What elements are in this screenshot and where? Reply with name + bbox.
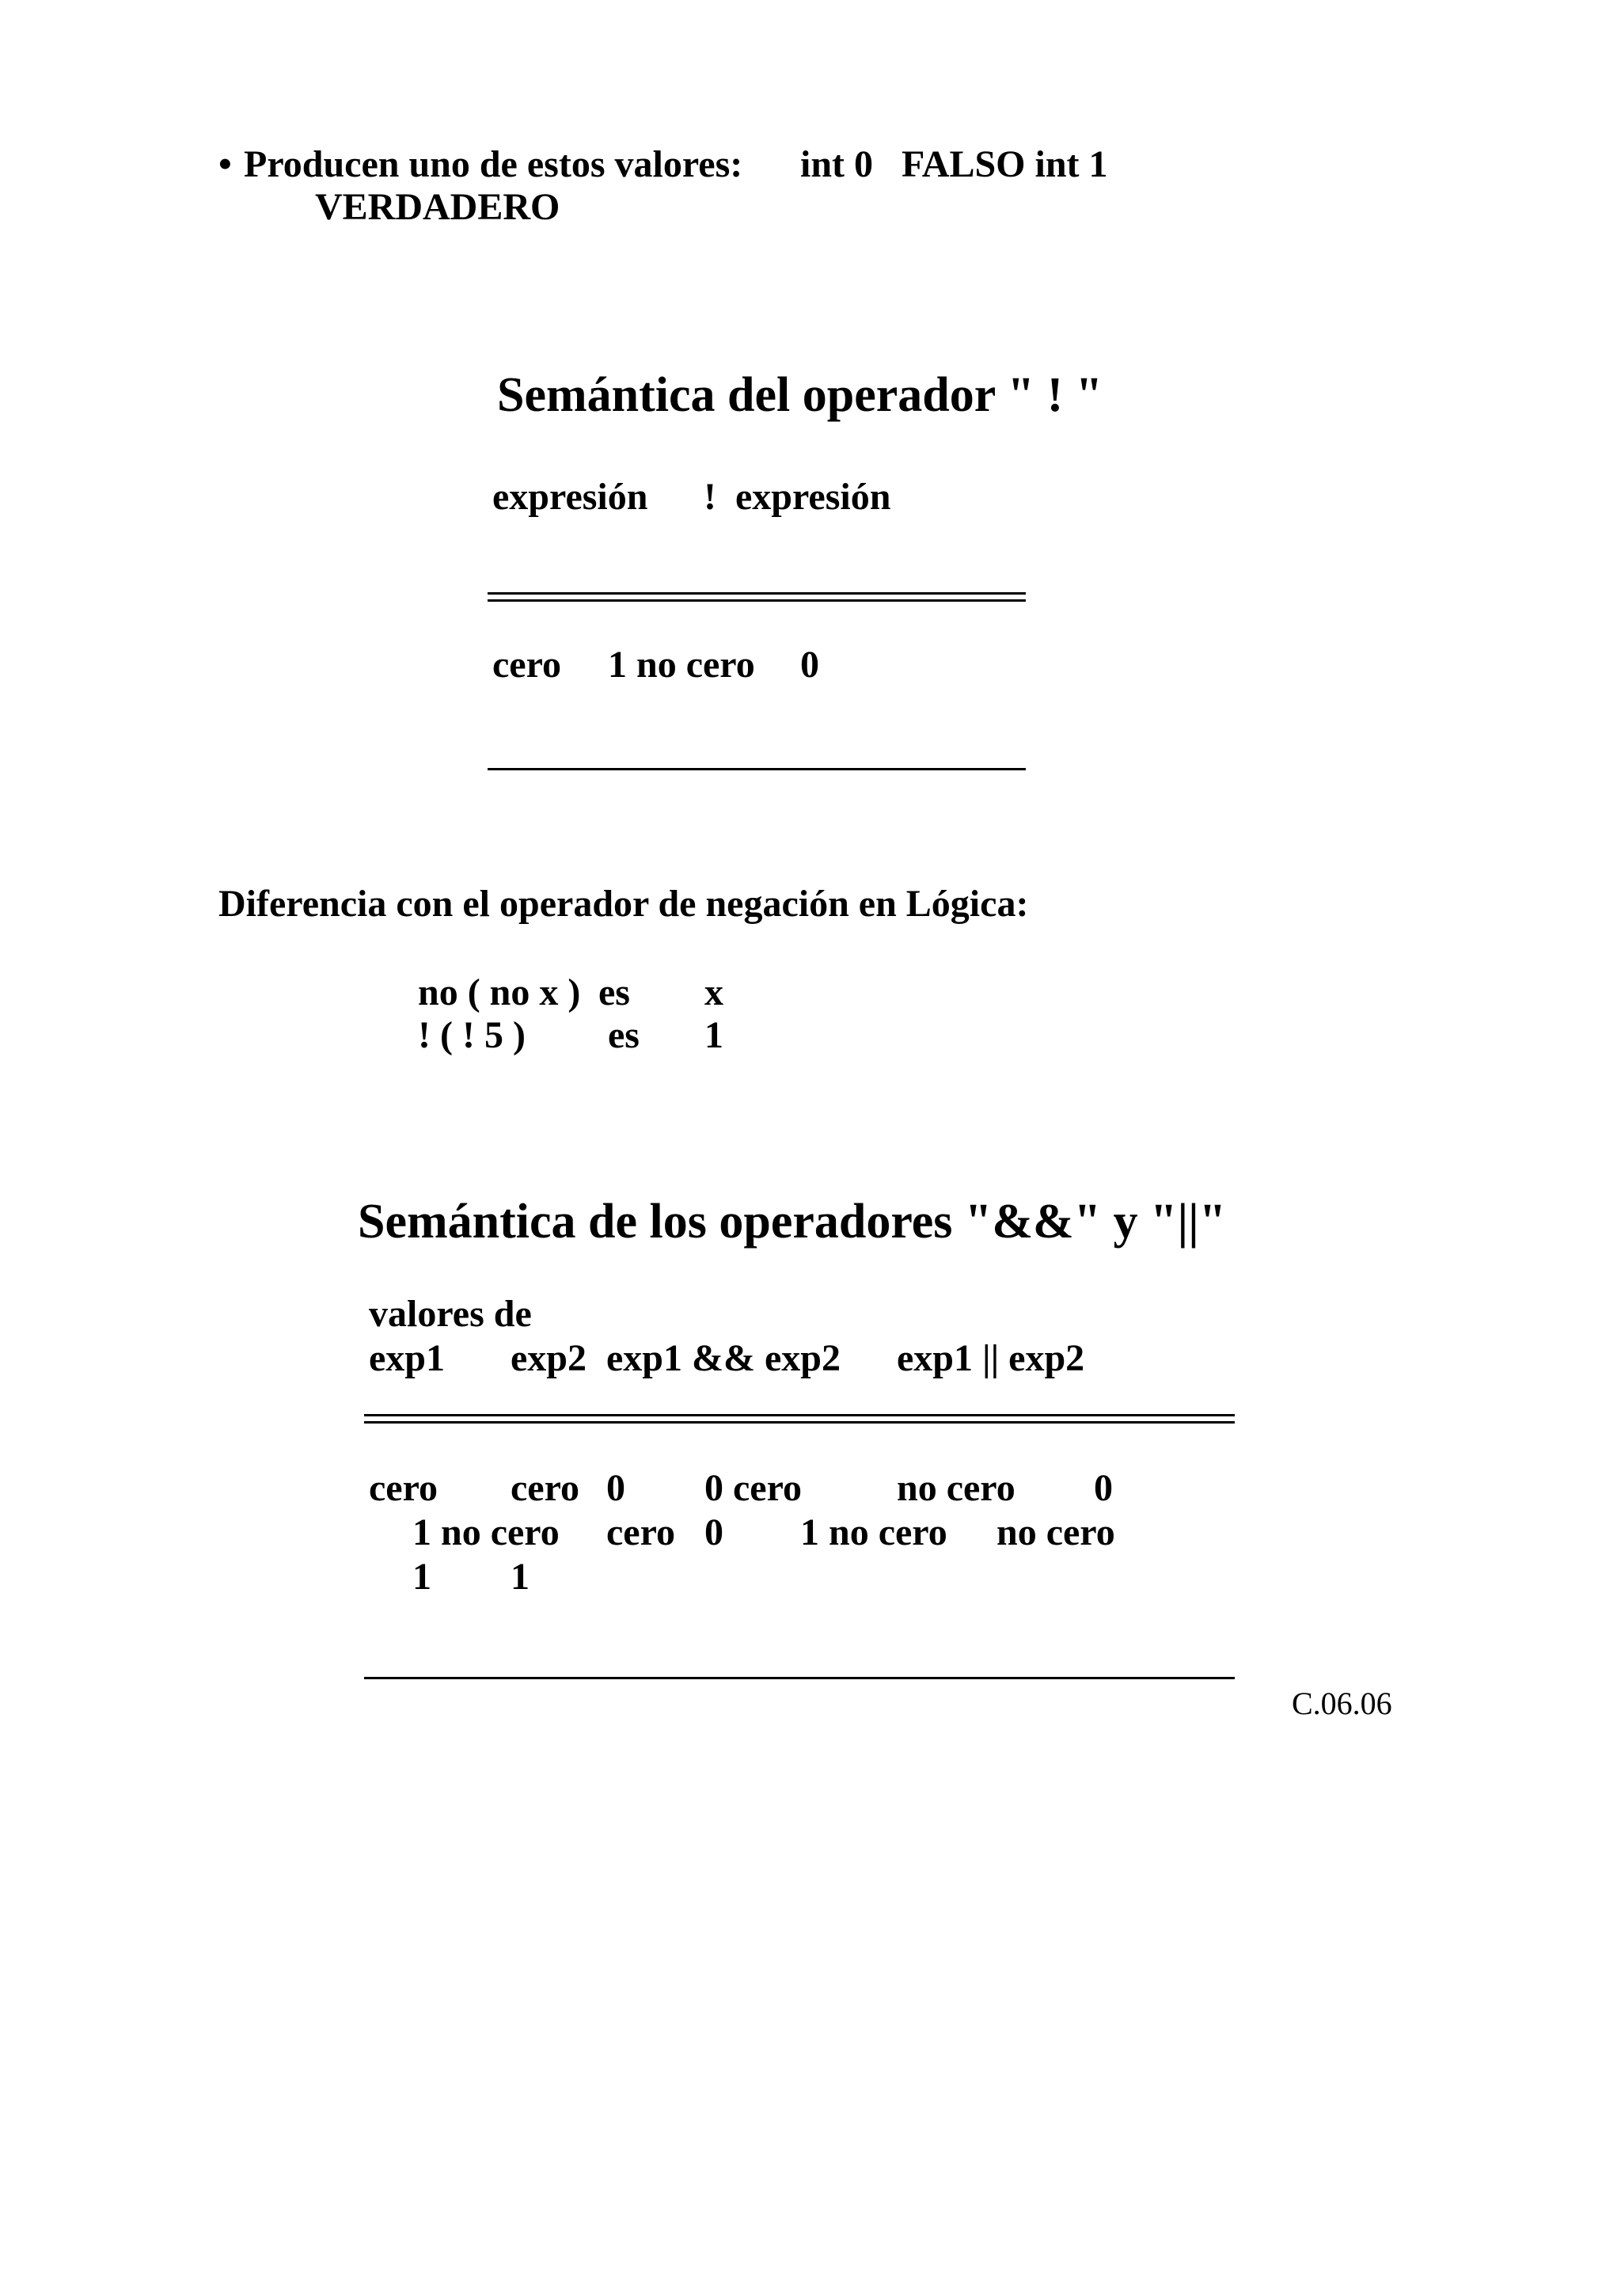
diff-row1-expr: no ( no x ) <box>418 971 581 1013</box>
table-cell: 0 <box>1094 1467 1113 1509</box>
diff-row2-es: es <box>608 1014 640 1056</box>
table-cell: 1 no cero <box>800 1511 947 1553</box>
intro-line2: VERDADERO <box>315 186 560 228</box>
table-cell: 1 no cero <box>412 1511 560 1553</box>
single-rule <box>488 768 1026 770</box>
not-row-col3: 0 <box>800 644 819 686</box>
intro-values: int 0 FALSO int 1 <box>800 143 1108 185</box>
double-rule-top <box>488 592 1026 595</box>
table-cell: cero <box>369 1467 438 1509</box>
table-cell: cero <box>511 1467 580 1509</box>
diff-row2-expr: ! ( ! 5 ) <box>418 1014 526 1056</box>
not-row-col2: 1 no cero <box>608 644 755 686</box>
not-header-col1: expresión <box>492 476 648 518</box>
table-cell: 0 <box>704 1511 723 1553</box>
not-section-title: Semántica del operador " ! " <box>497 368 1103 422</box>
single-rule <box>364 1677 1235 1679</box>
page-code: C.06.06 <box>1292 1686 1392 1721</box>
table-cell: no cero <box>997 1511 1115 1553</box>
diff-row1-result: x <box>704 971 723 1013</box>
not-header-col2: ! expresión <box>704 476 891 518</box>
and-or-header-or: exp1 || exp2 <box>897 1337 1085 1379</box>
diff-row1-es: es <box>598 971 630 1013</box>
and-or-header-exp1: exp1 <box>369 1337 445 1379</box>
table-cell: 0 cero <box>704 1467 803 1509</box>
double-rule-bottom <box>364 1421 1235 1424</box>
intro-label: Producen uno de estos valores: <box>244 143 743 185</box>
table-cell: 1 <box>412 1556 431 1598</box>
double-rule-bottom <box>488 599 1026 602</box>
diff-row2-result: 1 <box>704 1014 723 1056</box>
table-cell: no cero <box>897 1467 1015 1509</box>
table-cell: 1 <box>511 1556 530 1598</box>
table-cell: 0 <box>606 1467 625 1509</box>
double-rule-top <box>364 1414 1235 1416</box>
and-or-section-title: Semántica de los operadores "&&" y "||" <box>358 1195 1227 1249</box>
bullet-icon: • <box>218 143 232 185</box>
and-or-header-line1: valores de <box>369 1293 532 1335</box>
not-row-col1: cero <box>492 644 562 686</box>
table-cell: cero <box>606 1511 676 1553</box>
and-or-header-exp2: exp2 <box>511 1337 587 1379</box>
difference-heading: Diferencia con el operador de negación en Lógica: <box>218 883 1029 925</box>
and-or-header-and: exp1 && exp2 <box>606 1337 841 1379</box>
